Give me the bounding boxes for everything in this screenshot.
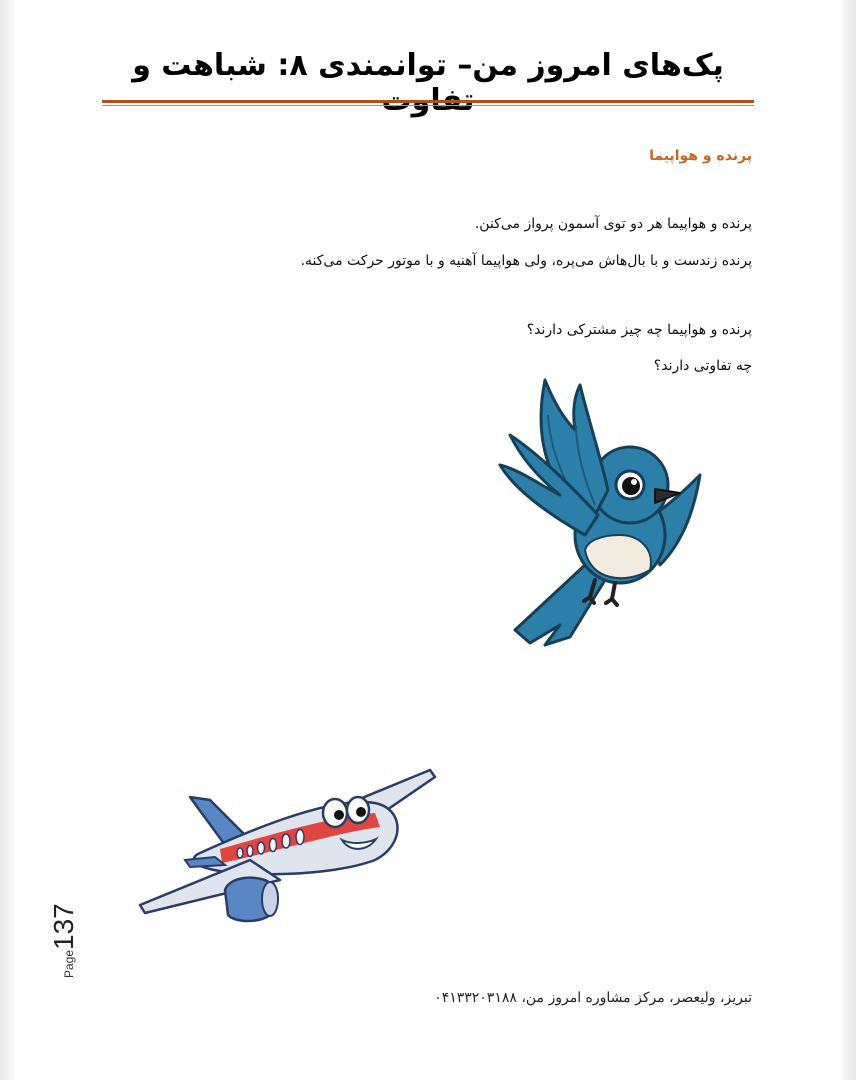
page-edge-right [842,0,856,1080]
body-line-2: پرنده زندست و با بال‌هاش می‌پره، ولی هواپیما آهنیه و با موتور حرکت می‌کنه. [300,253,752,269]
airplane-illustration [130,765,440,930]
question-1: پرنده و هواپیما چه چیز مشترکی دارند؟ [526,322,752,338]
page-number [28,888,118,978]
page-title: پک‌های امروز من– توانمندی ۸: شباهت و [132,48,724,83]
section-heading: پرنده و هواپیما [649,148,752,164]
bird-illustration [490,375,710,650]
body-line-1: پرنده و هواپیما هر دو توی آسمون پرواز می‌کنن. [474,216,752,232]
question-2: چه تفاوتی دارند؟ [653,358,752,374]
page-number-word: Page [62,949,76,978]
title-divider-thin [102,105,754,106]
page-number-value: 137 [48,903,79,950]
title-divider [102,100,754,103]
page-edge-left [0,0,14,1080]
footer-address: تبریز، ولیعصر، مرکز مشاوره امروز من، ۰۴۱۳۳۲۰۳۱۸۸ [434,990,752,1006]
